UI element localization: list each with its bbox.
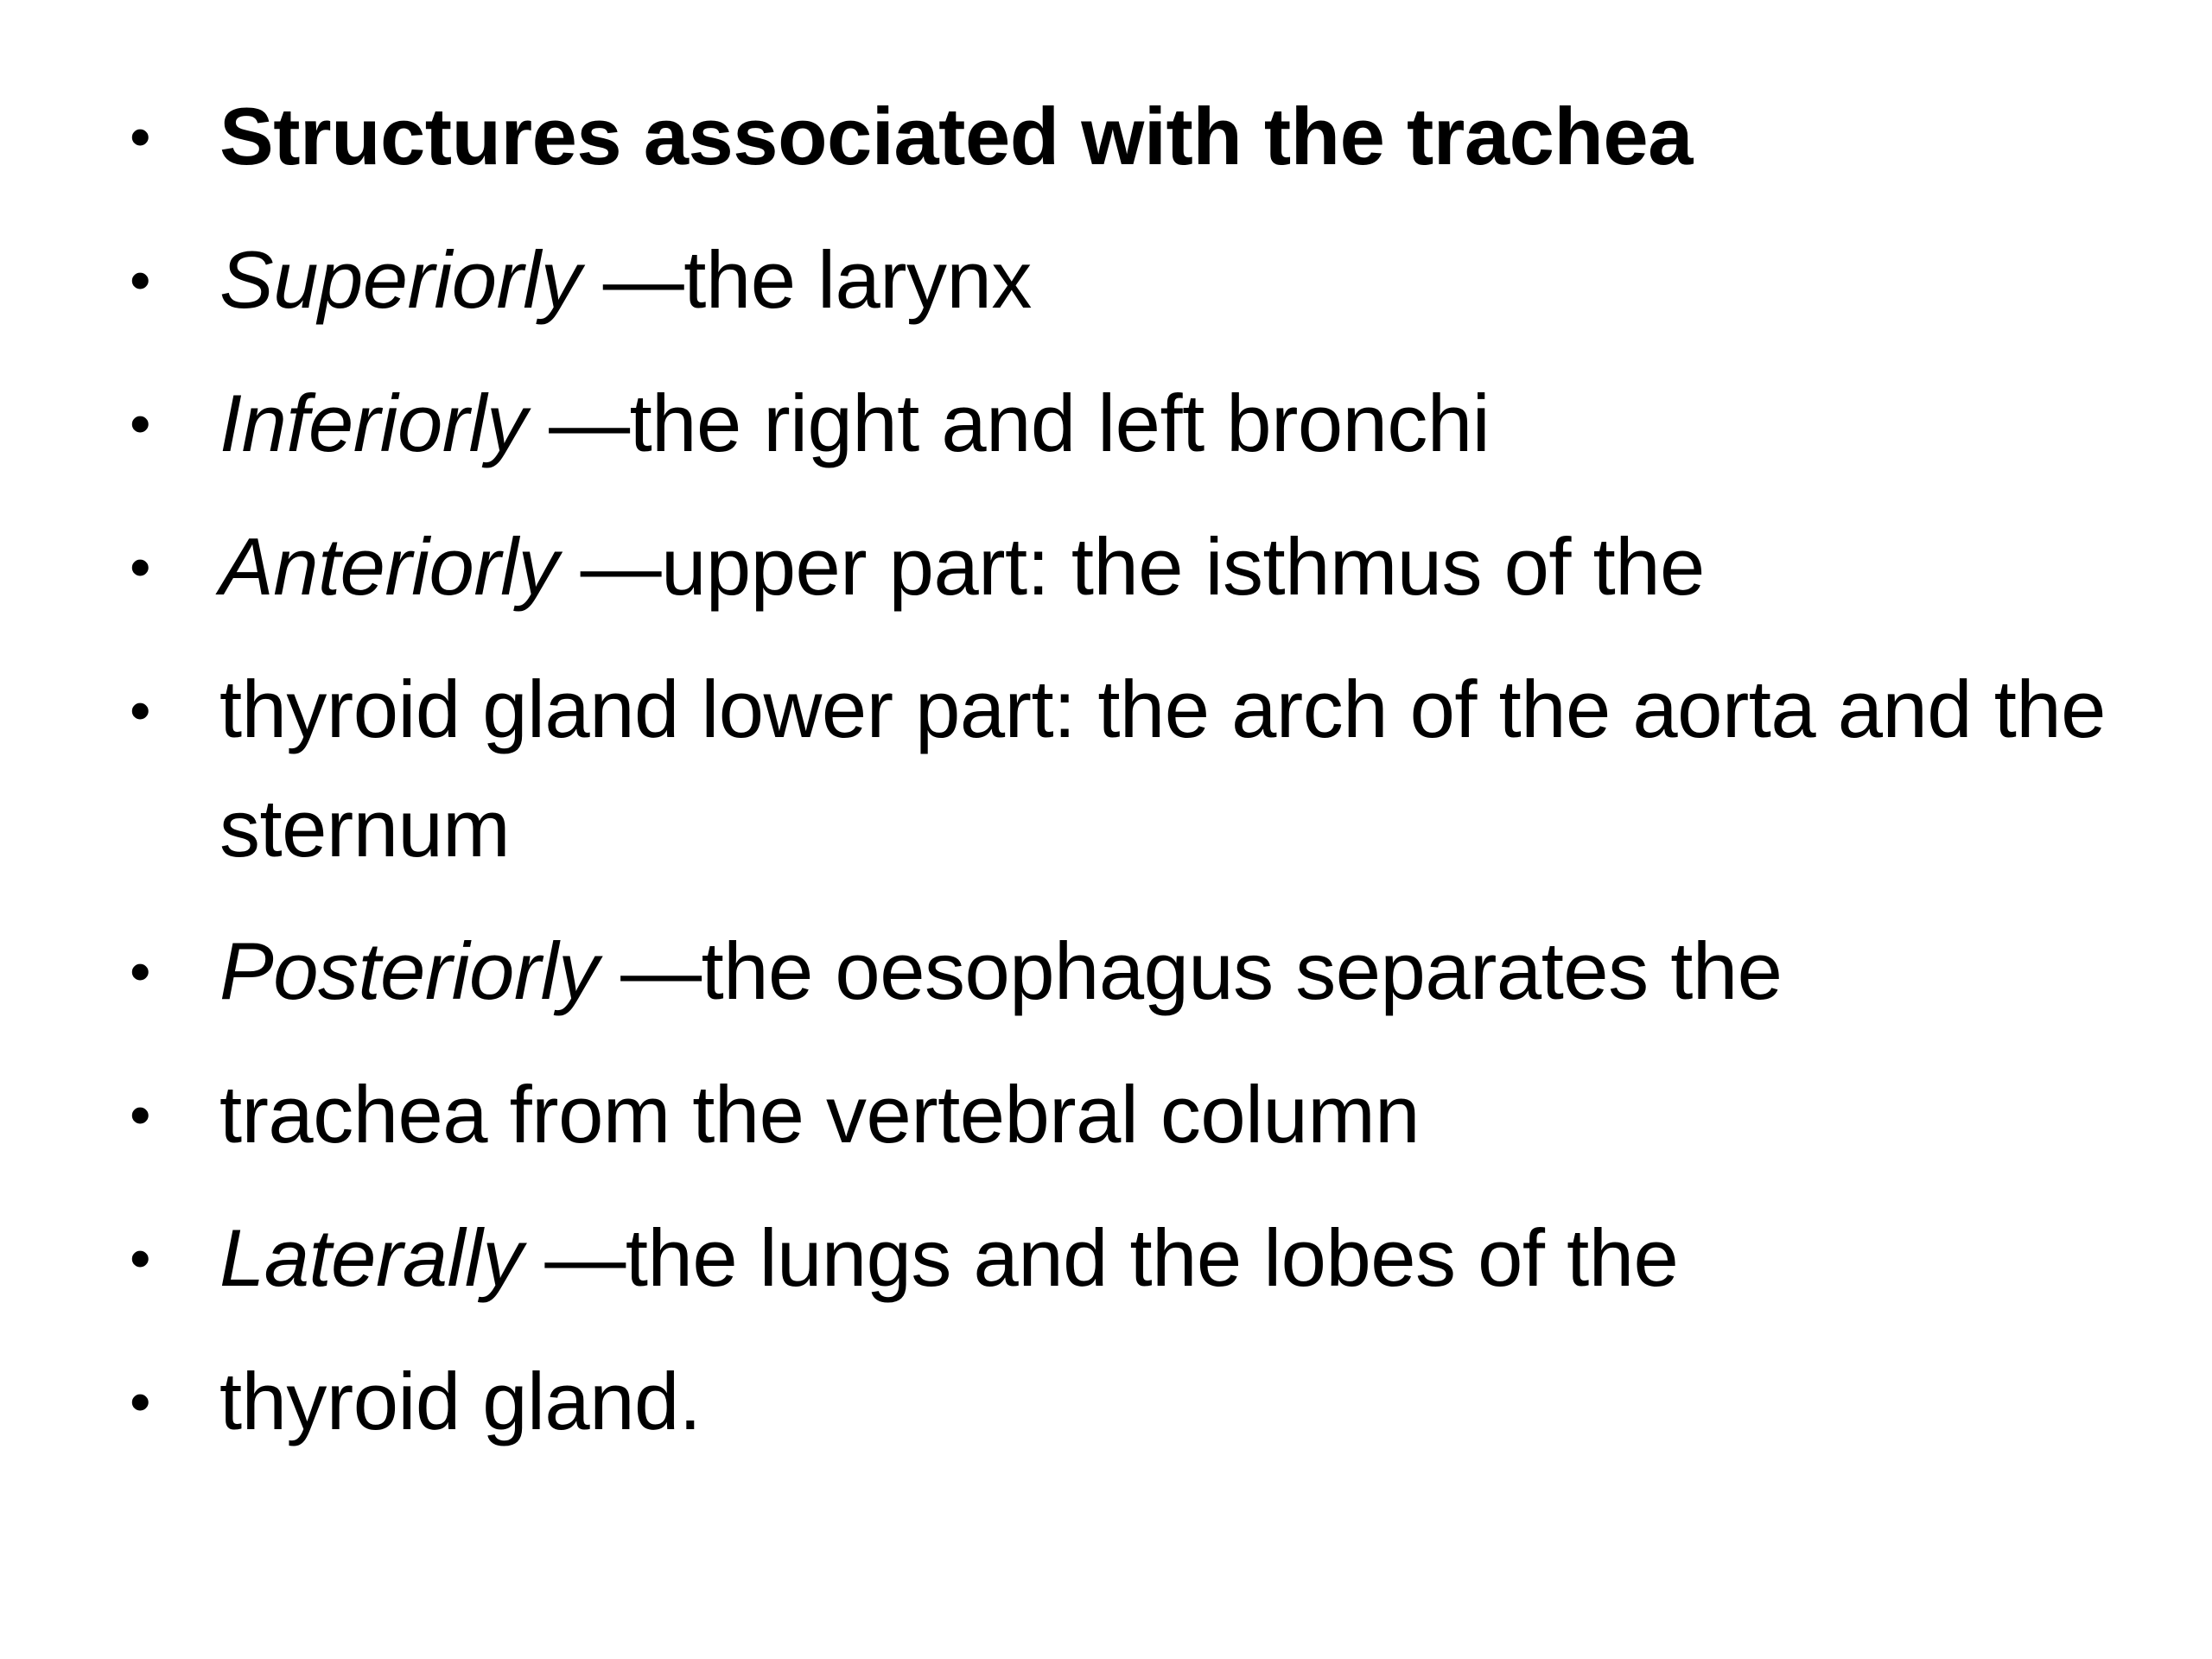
bullet-item-thyroid-gland-lower-part (130, 650, 2117, 888)
description-posteriorly: —the oesophagus separates the (598, 925, 1783, 1016)
description-superiorly: —the larynx (581, 234, 1032, 325)
bullet-icon: • (130, 103, 151, 170)
bullet-icon: • (130, 1224, 151, 1292)
bullet-item-laterally (130, 1198, 2117, 1319)
bullet-list (130, 76, 2117, 1484)
bullet-icon: • (130, 1368, 151, 1435)
bullet-item-posteriorly (130, 911, 2117, 1032)
bullet-icon: • (130, 533, 151, 601)
bullet-item-anteriorly (130, 506, 2117, 627)
bullet-icon: • (130, 246, 151, 314)
bullet-item-superiorly (130, 219, 2117, 340)
bullet-icon: • (130, 390, 151, 457)
description-thyroid-gland: thyroid gland. (219, 1356, 702, 1446)
bullet-icon: • (130, 677, 151, 744)
description-anteriorly: —upper part: the isthmus of the (558, 521, 1705, 612)
term-inferiorly: Inferiorly (219, 378, 527, 468)
description-inferiorly: —the right and left bronchi (526, 378, 1491, 468)
term-superiorly: Superiorly (219, 234, 582, 325)
bullet-item-thyroid-gland (130, 1341, 2117, 1462)
bullet-item-heading (130, 76, 2117, 197)
slide-heading: Structures associated with the trachea (219, 91, 1693, 181)
bullet-item-trachea-vertebral-column (130, 1054, 2117, 1175)
bullet-icon: • (130, 938, 151, 1005)
bullet-item-inferiorly (130, 363, 2117, 484)
term-anteriorly: Anteriorly (219, 521, 559, 612)
term-posteriorly: Posteriorly (219, 925, 599, 1016)
description-trachea-vertebral-column: trachea from the vertebral column (219, 1069, 1420, 1160)
description-thyroid-lower-part: thyroid gland lower part: the arch of the aorta and the sternum (219, 664, 2106, 874)
bullet-icon: • (130, 1081, 151, 1148)
term-laterally: Laterally (219, 1212, 523, 1303)
description-laterally: —the lungs and the lobes of the (522, 1212, 1679, 1303)
